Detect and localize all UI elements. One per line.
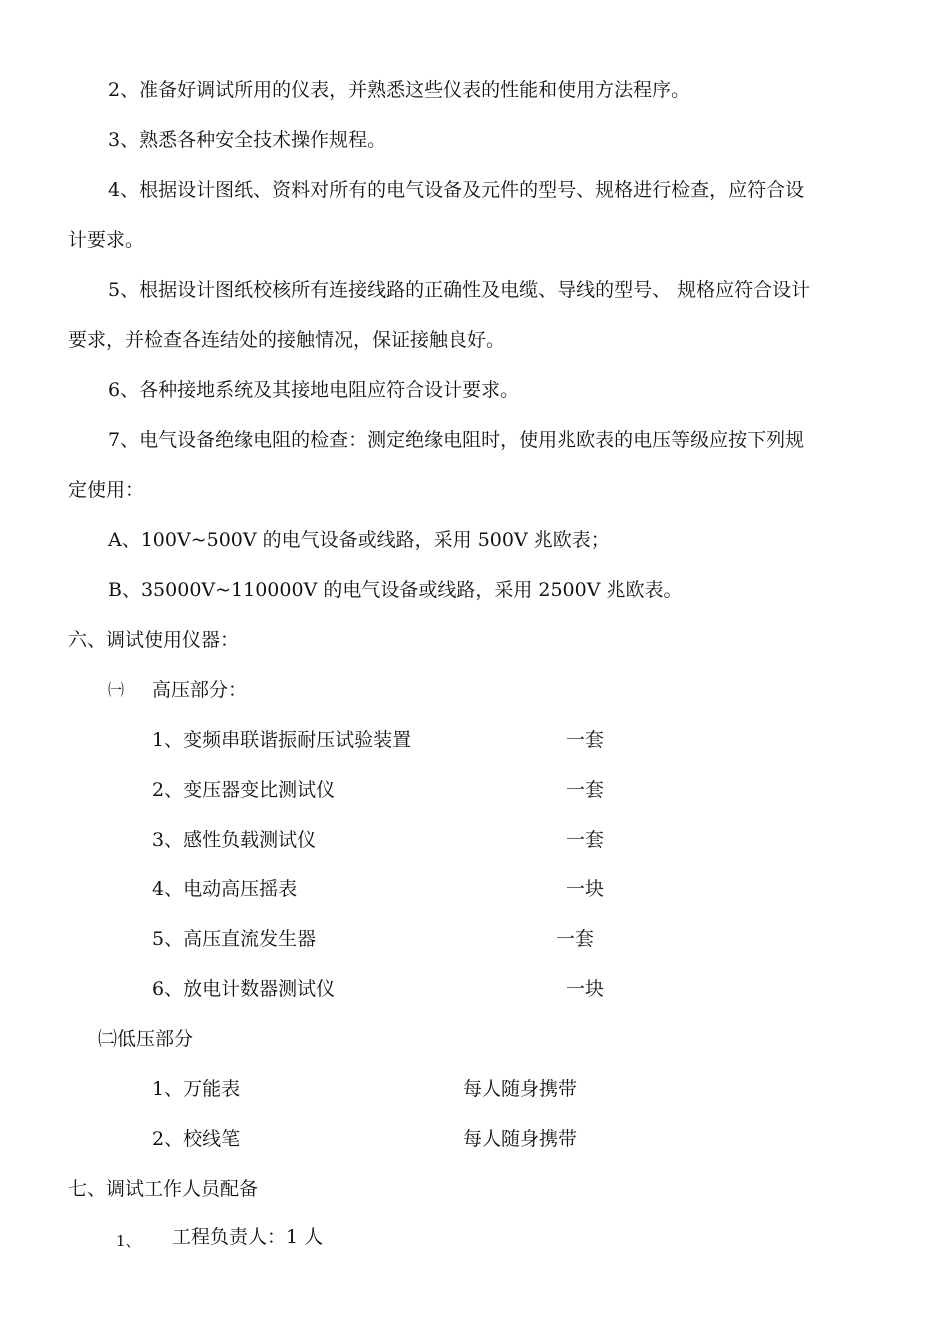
- prep-item-4-line1: 4、根据设计图纸、资料对所有的电气设备及元件的型号、规格进行检查，应符合设: [108, 179, 805, 201]
- hv-item-6-qty: 一块: [566, 978, 605, 1000]
- lv-item-1-name: 1、万能表: [152, 1078, 241, 1100]
- prep-item-5-line2: 要求，并检查各连结处的接触情况，保证接触良好。: [68, 329, 506, 351]
- hv-item-4-name: 4、电动高压摇表: [152, 878, 298, 900]
- hv-item-1-name: 1、变频串联谐振耐压试验装置: [152, 729, 412, 751]
- prep-item-4-line2: 计要求。: [68, 229, 145, 251]
- hv-item-3-qty: 一套: [566, 829, 605, 851]
- hv-item-4-qty: 一块: [566, 878, 605, 900]
- prep-item-3: 3、熟悉各种安全技术操作规程。: [108, 129, 387, 151]
- lv-item-1-qty: 每人随身携带: [463, 1078, 578, 1100]
- prep-item-2: 2、准备好调试所用的仪表，并熟悉这些仪表的性能和使用方法程序。: [108, 79, 691, 101]
- lv-item-2-qty: 每人随身携带: [463, 1128, 578, 1150]
- prep-item-5-line1: 5、根据设计图纸校核所有连接线路的正确性及电缆、导线的型号、 规格应符合设计: [108, 279, 811, 301]
- staff-item-1-number: 1、: [116, 1232, 141, 1250]
- high-voltage-title: 高压部分：: [152, 679, 248, 701]
- staff-item-1-text: 工程负责人：1 人: [172, 1226, 324, 1248]
- prep-item-7-line1: 7、电气设备绝缘电阻的检查：测定绝缘电阻时，使用兆欧表的电压等级应按下列规: [108, 429, 805, 451]
- section-6-heading: 六、调试使用仪器：: [68, 629, 240, 651]
- prep-item-b: B、35000V~110000V 的电气设备或线路，采用 2500V 兆欧表。: [108, 579, 683, 601]
- section-7-heading: 七、调试工作人员配备: [68, 1178, 259, 1200]
- hv-item-3-name: 3、感性负载测试仪: [152, 829, 317, 851]
- hv-item-5-qty: 一套: [556, 928, 595, 950]
- prep-item-a: A、100V~500V 的电气设备或线路，采用 500V 兆欧表；: [108, 529, 610, 551]
- prep-item-7-line2: 定使用：: [68, 479, 145, 501]
- lv-item-2-name: 2、校线笔: [152, 1128, 241, 1150]
- hv-item-6-name: 6、放电计数器测试仪: [152, 978, 336, 1000]
- hv-item-1-qty: 一套: [566, 729, 605, 751]
- hv-item-2-name: 2、变压器变比测试仪: [152, 779, 336, 801]
- prep-item-6: 6、各种接地系统及其接地电阻应符合设计要求。: [108, 379, 520, 401]
- hv-item-5-name: 5、高压直流发生器: [152, 928, 317, 950]
- high-voltage-marker: ㈠: [108, 680, 125, 699]
- hv-item-2-qty: 一套: [566, 779, 605, 801]
- low-voltage-title: ㈡低压部分: [98, 1028, 194, 1050]
